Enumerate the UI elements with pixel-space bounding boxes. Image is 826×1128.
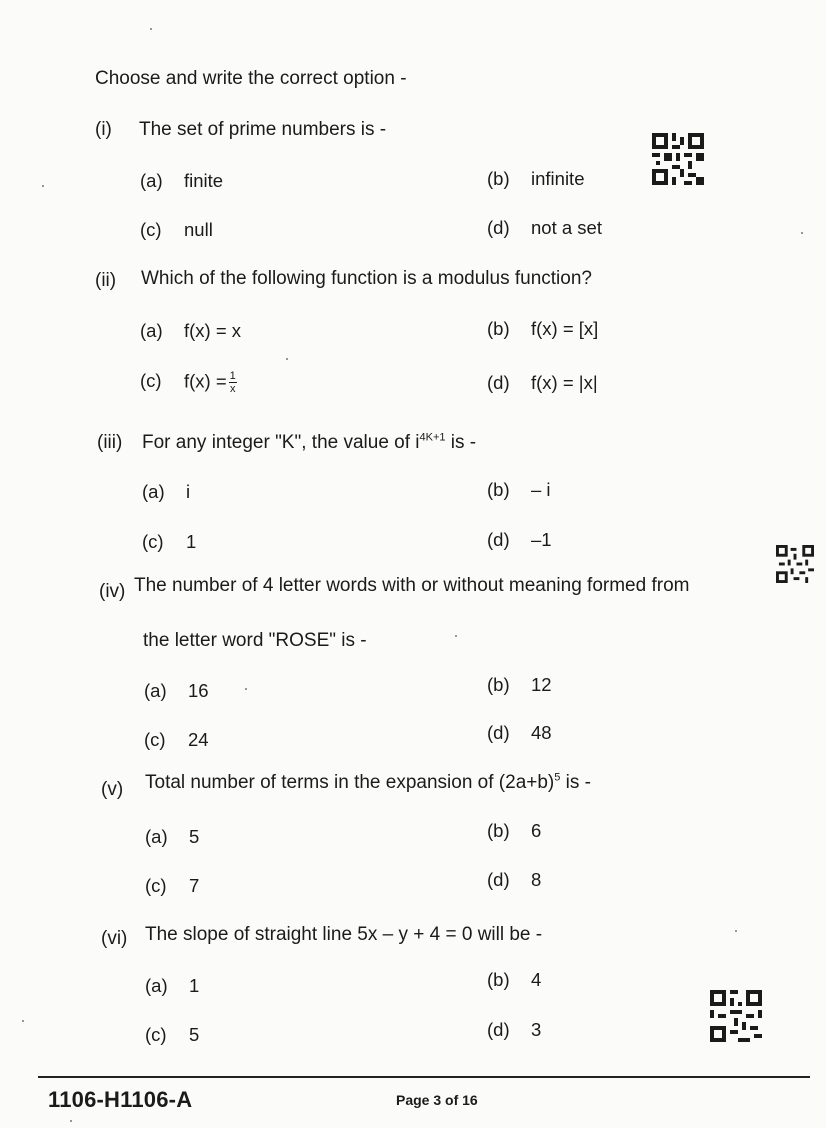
option-text: 8 <box>531 869 542 890</box>
option-b <box>487 674 552 696</box>
option-text: 6 <box>531 820 542 841</box>
option-b <box>487 820 541 842</box>
question-text: The slope of straight line 5x – y + 4 = 0 will be - <box>145 924 543 945</box>
question-text: The set of prime numbers is - <box>139 119 387 140</box>
option-text: 7 <box>189 875 200 896</box>
option-label: (a) <box>145 975 168 996</box>
option-label: (b) <box>487 168 510 189</box>
paper-code: 1106-H1106-A <box>48 1087 193 1112</box>
option-label: (c) <box>140 219 162 240</box>
option-b <box>487 318 598 340</box>
option-label: (b) <box>487 318 510 339</box>
option-text: 5 <box>189 826 200 847</box>
question-text-part: Total number of terms in the expansion of (2a+b) <box>145 772 555 793</box>
option-text: f(x) = [x] <box>531 318 599 339</box>
question-text <box>142 432 476 454</box>
option-text: finite <box>184 170 224 191</box>
option-a <box>140 320 241 342</box>
question-text-part: is - <box>560 772 591 793</box>
option-label: (b) <box>487 479 510 500</box>
option-c <box>142 531 196 553</box>
option-d <box>487 372 598 394</box>
option-a <box>142 481 190 503</box>
option-d <box>487 869 541 891</box>
option-c <box>140 219 213 241</box>
option-label: (c) <box>145 1024 167 1045</box>
option-a <box>144 680 209 702</box>
option-label: (a) <box>142 481 165 502</box>
option-text: – i <box>531 479 551 500</box>
question-text: The number of 4 letter words with or without meaning formed from <box>134 575 690 596</box>
question-number: (iii) <box>97 432 123 453</box>
option-text: f(x) = <box>184 370 227 392</box>
option-text: 16 <box>188 680 209 701</box>
option-label: (a) <box>145 826 168 847</box>
question-number: (vi) <box>101 928 128 949</box>
option-label: (d) <box>487 217 510 238</box>
exponent: 4K+1 <box>419 431 446 444</box>
option-b <box>487 479 551 501</box>
question-text-part: is - <box>445 432 477 453</box>
option-text: 48 <box>531 722 552 743</box>
option-label: (a) <box>140 170 163 191</box>
option-text: 3 <box>531 1019 542 1040</box>
option-c <box>140 370 237 395</box>
option-b <box>487 168 584 190</box>
fraction-denominator: x <box>229 383 236 395</box>
option-b <box>487 969 541 991</box>
option-d <box>487 1019 541 1041</box>
section-heading: Choose and write the correct option - <box>95 68 407 89</box>
question-number: (v) <box>101 779 124 800</box>
fraction-numerator: 1 <box>229 370 236 382</box>
question-text-part: For any integer "K", the value of i <box>142 432 420 453</box>
option-text: 1 <box>189 975 200 996</box>
option-a <box>140 170 223 192</box>
option-d <box>487 217 602 239</box>
option-text: –1 <box>531 529 552 550</box>
question-text: Which of the following function is a modulus function? <box>141 268 592 289</box>
option-label: (c) <box>144 729 166 750</box>
option-c <box>145 875 199 897</box>
option-text: 4 <box>531 969 542 990</box>
qr-code-icon <box>710 990 762 1042</box>
option-text: 1 <box>186 531 197 552</box>
option-label: (d) <box>487 1019 510 1040</box>
option-label: (b) <box>487 820 510 841</box>
question-number: (ii) <box>95 270 117 291</box>
fraction <box>229 370 237 395</box>
qr-code-icon <box>652 132 704 186</box>
option-c <box>145 1024 199 1046</box>
question-number: (iv) <box>99 581 126 602</box>
option-text: infinite <box>531 168 585 189</box>
option-text: not a set <box>531 217 602 238</box>
option-label: (a) <box>140 320 163 341</box>
option-text: f(x) = |x| <box>531 372 598 393</box>
option-label: (d) <box>487 529 510 550</box>
option-label: (c) <box>145 875 167 896</box>
option-label: (b) <box>487 674 510 695</box>
option-label: (c) <box>140 370 162 392</box>
option-text: 12 <box>531 674 552 695</box>
option-label: (d) <box>487 869 510 890</box>
option-text: 24 <box>188 729 209 750</box>
footer-divider <box>38 1076 810 1078</box>
option-d <box>487 722 552 744</box>
option-label: (b) <box>487 969 510 990</box>
option-c <box>144 729 209 751</box>
question-text-line2: the letter word "ROSE" is - <box>143 630 367 651</box>
option-d <box>487 529 552 551</box>
option-label: (d) <box>487 372 510 393</box>
page-number: Page 3 of 16 <box>396 1092 478 1108</box>
option-label: (d) <box>487 722 510 743</box>
option-text: 5 <box>189 1024 200 1045</box>
qr-code-icon <box>776 545 814 583</box>
option-text: i <box>186 481 191 502</box>
question-number: (i) <box>95 119 112 140</box>
option-a <box>145 826 199 848</box>
exponent: 5 <box>554 771 561 784</box>
option-a <box>145 975 199 997</box>
option-label: (a) <box>144 680 167 701</box>
option-text: null <box>184 219 213 240</box>
option-label: (c) <box>142 531 164 552</box>
option-text: f(x) = x <box>184 320 242 341</box>
question-text <box>145 772 591 794</box>
